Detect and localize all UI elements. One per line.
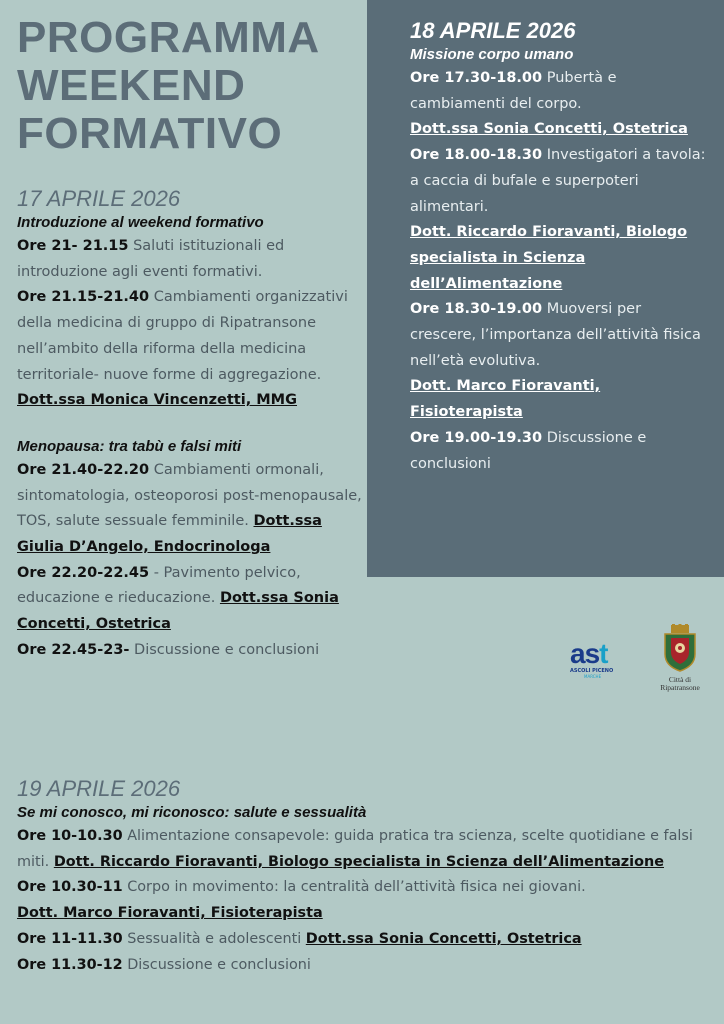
speaker-line bbox=[410, 374, 710, 425]
speaker-name: Dott.ssa Sonia Concetti, Ostetrica bbox=[410, 121, 688, 138]
time-label: Ore 21- 21.15 bbox=[17, 238, 129, 254]
program-item bbox=[410, 66, 710, 117]
day-17-april bbox=[17, 186, 362, 664]
program-item bbox=[17, 638, 362, 664]
time-label: Ore 22.20-22.45 bbox=[17, 564, 150, 581]
speaker-line bbox=[17, 901, 722, 927]
title-line-2: WEEKEND bbox=[17, 61, 246, 110]
speaker-name: Dott.ssa Giulia D’Angelo, Endocrinologa bbox=[17, 513, 322, 556]
time-label: Ore 10.30-11 bbox=[17, 879, 123, 896]
time-label: Ore 17.30-18.00 bbox=[410, 70, 543, 86]
comune-line-2: Ripatransone bbox=[660, 683, 700, 692]
time-label: Ore 11-11.30 bbox=[17, 930, 123, 947]
ast-logo-word: ast bbox=[570, 638, 608, 669]
item-description: Discussione e conclusioni bbox=[122, 956, 311, 973]
item-description: Corpo in movimento: la centralità dell’attività fisica nei giovani. bbox=[122, 879, 586, 896]
time-label: Ore 11.30-12 bbox=[17, 956, 123, 973]
day-date: 18 APRILE 2026 bbox=[410, 18, 576, 43]
time-label: Ore 21.15-21.40 bbox=[17, 289, 150, 306]
day-date: 17 APRILE 2026 bbox=[17, 186, 181, 211]
item-description: Saluti istituzionali ed introduzione agli eventi formativi. bbox=[17, 238, 285, 280]
section-title: Missione corpo umano bbox=[410, 46, 574, 63]
program-item bbox=[410, 426, 710, 477]
comune-ripatransone-logo bbox=[650, 624, 710, 692]
page-title bbox=[17, 14, 320, 158]
section-title: Introduzione al weekend formativo bbox=[17, 214, 264, 231]
speaker-name: Dott. Riccardo Fioravanti, Biologo specialista in Scienza dell’Alimentazione bbox=[53, 853, 664, 870]
speaker-name: Dott.ssa Monica Vincenzetti, MMG bbox=[17, 392, 298, 409]
speaker-line bbox=[410, 220, 710, 297]
coat-of-arms-icon bbox=[662, 624, 698, 672]
time-label: Ore 22.45-23- bbox=[17, 641, 130, 658]
speaker-name: Dott. Marco Fioravanti, Fisioterapista bbox=[17, 905, 323, 922]
title-line-3: FORMATIVO bbox=[17, 109, 283, 158]
day-date: 19 APRILE 2026 bbox=[17, 776, 181, 801]
ast-logo-line-1: ASCOLI PICENO bbox=[570, 668, 614, 674]
day-18-april bbox=[410, 18, 710, 477]
section-title: Menopausa: tra tabù e falsi miti bbox=[17, 437, 242, 455]
section-title: Se mi conosco, mi riconosco: salute e sessualità bbox=[17, 804, 367, 821]
program-item bbox=[17, 953, 722, 979]
speaker-name: Dott.ssa Sonia Concetti, Ostetrica bbox=[17, 590, 339, 633]
time-label: Ore 21.40-22.20 bbox=[17, 461, 150, 478]
item-description: Cambiamenti organizzativi della medicina di gruppo di Ripatransone nell’ambito della riforma della medicina territoriale- nuove forme di aggregazione. bbox=[17, 289, 348, 383]
item-description: Sessualità e adolescenti bbox=[122, 930, 306, 947]
program-item bbox=[17, 875, 722, 901]
program-item bbox=[17, 285, 362, 414]
ast-logo bbox=[570, 640, 632, 679]
program-item bbox=[410, 297, 710, 374]
title-line-1: PROGRAMMA bbox=[17, 13, 320, 62]
program-item bbox=[17, 561, 362, 638]
comune-line-1: Città di bbox=[668, 675, 692, 684]
ast-logo-line-2: MARCHE bbox=[584, 674, 602, 679]
time-label: Ore 18.30-19.00 bbox=[410, 301, 543, 318]
program-item bbox=[410, 143, 710, 220]
item-description: - Pavimento pelvico, educazione e rieducazione. bbox=[17, 564, 301, 607]
item-description: Muoversi per crescere, l’importanza dell’attività fisica nell’età evolutiva. bbox=[410, 301, 701, 369]
logos bbox=[570, 624, 710, 694]
time-label: Ore 19.00-19.30 bbox=[410, 429, 543, 446]
speaker-name: Dott.ssa Sonia Concetti, Ostetrica bbox=[305, 930, 582, 947]
item-description: Discussione e conclusioni bbox=[410, 429, 647, 472]
speaker-name: Dott. Marco Fioravanti, Fisioterapista bbox=[410, 378, 601, 421]
program-item bbox=[17, 824, 722, 875]
program-item bbox=[17, 927, 722, 953]
program-item bbox=[17, 234, 362, 285]
item-description: Alimentazione consapevole: guida pratica tra scienza, scelte quotidiane e falsi miti. bbox=[17, 828, 693, 870]
time-label: Ore 18.00-18.30 bbox=[410, 147, 543, 164]
item-description: Pubertà e cambiamenti del corpo. bbox=[410, 70, 617, 112]
program-item bbox=[17, 458, 362, 561]
item-description: Discussione e conclusioni bbox=[129, 641, 320, 658]
speaker-name: Dott. Riccardo Fioravanti, Biologo specialista in Scienza dell’Alimentazione bbox=[410, 224, 688, 292]
time-label: Ore 10-10.30 bbox=[17, 828, 123, 844]
speaker-line bbox=[410, 117, 710, 143]
item-description: Investigatori a tavola: a caccia di bufale e superpoteri alimentari. bbox=[410, 147, 706, 215]
day-19-april bbox=[17, 776, 722, 978]
item-description: Cambiamenti ormonali, sintomatologia, osteoporosi post-menopausale, TOS, salute sessuale femminile. bbox=[17, 461, 362, 530]
